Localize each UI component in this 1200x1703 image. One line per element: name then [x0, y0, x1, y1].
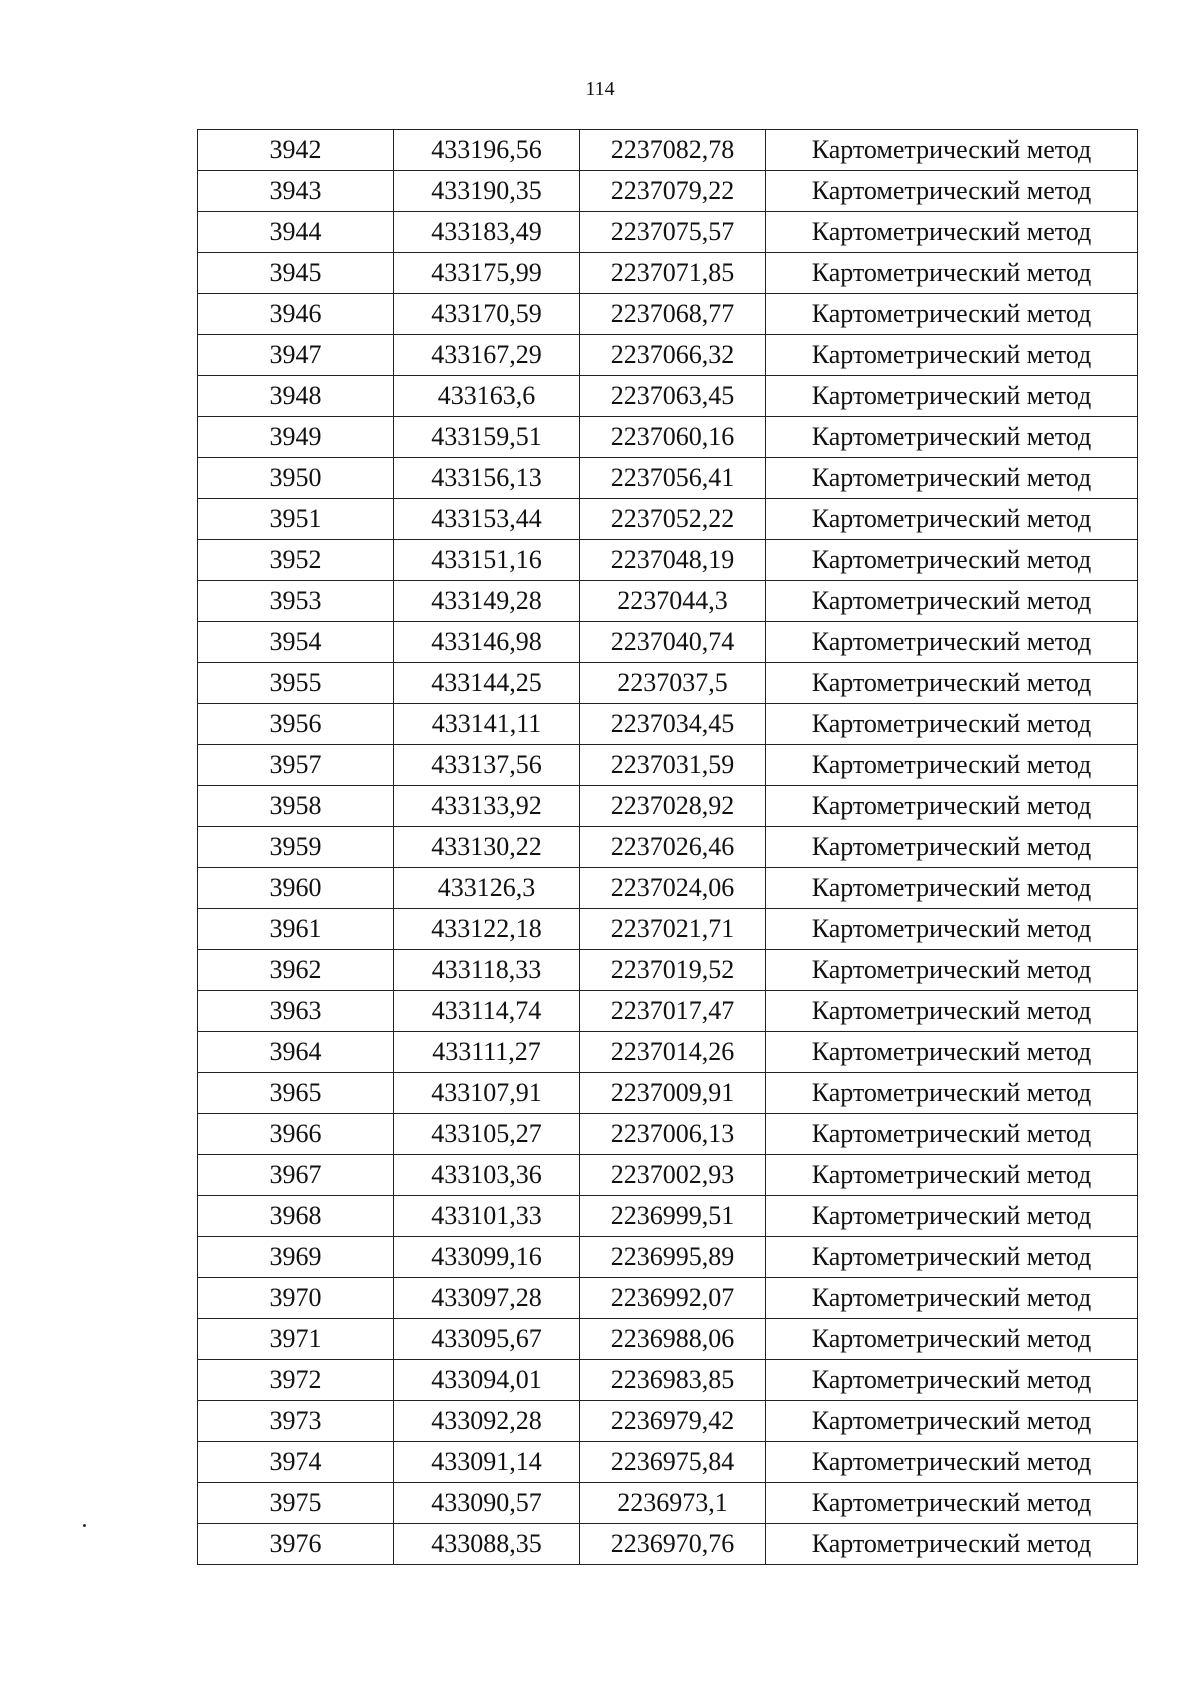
x-coordinate-cell: 433088,35: [394, 1524, 580, 1565]
method-cell: Картометрический метод: [766, 294, 1138, 335]
x-coordinate-cell: 433095,67: [394, 1319, 580, 1360]
method-cell: Картометрический метод: [766, 1401, 1138, 1442]
y-coordinate-cell: 2237021,71: [580, 909, 766, 950]
y-coordinate-cell: 2237009,91: [580, 1073, 766, 1114]
y-coordinate-cell: 2237028,92: [580, 786, 766, 827]
point-number-cell: 3946: [198, 294, 394, 335]
point-number-cell: 3947: [198, 335, 394, 376]
y-coordinate-cell: 2237063,45: [580, 376, 766, 417]
x-coordinate-cell: 433163,6: [394, 376, 580, 417]
point-number-cell: 3969: [198, 1237, 394, 1278]
point-number-cell: 3971: [198, 1319, 394, 1360]
y-coordinate-cell: 2237006,13: [580, 1114, 766, 1155]
method-cell: Картометрический метод: [766, 1442, 1138, 1483]
x-coordinate-cell: 433099,16: [394, 1237, 580, 1278]
x-coordinate-cell: 433105,27: [394, 1114, 580, 1155]
point-number-cell: 3943: [198, 171, 394, 212]
point-number-cell: 3967: [198, 1155, 394, 1196]
table-row: [198, 950, 1138, 991]
y-coordinate-cell: 2237056,41: [580, 458, 766, 499]
table-row: [198, 786, 1138, 827]
y-coordinate-cell: 2237060,16: [580, 417, 766, 458]
table-row: [198, 1360, 1138, 1401]
x-coordinate-cell: 433092,28: [394, 1401, 580, 1442]
table-row: [198, 1073, 1138, 1114]
point-number-cell: 3963: [198, 991, 394, 1032]
x-coordinate-cell: 433175,99: [394, 253, 580, 294]
x-coordinate-cell: 433190,35: [394, 171, 580, 212]
point-number-cell: 3962: [198, 950, 394, 991]
method-cell: Картометрический метод: [766, 1524, 1138, 1565]
method-cell: Картометрический метод: [766, 253, 1138, 294]
point-number-cell: 3948: [198, 376, 394, 417]
x-coordinate-cell: 433153,44: [394, 499, 580, 540]
x-coordinate-cell: 433144,25: [394, 663, 580, 704]
method-cell: Картометрический метод: [766, 1073, 1138, 1114]
table-row: [198, 253, 1138, 294]
table-row: [198, 540, 1138, 581]
x-coordinate-cell: 433090,57: [394, 1483, 580, 1524]
method-cell: Картометрический метод: [766, 991, 1138, 1032]
method-cell: Картометрический метод: [766, 950, 1138, 991]
y-coordinate-cell: 2236973,1: [580, 1483, 766, 1524]
x-coordinate-cell: 433137,56: [394, 745, 580, 786]
x-coordinate-cell: 433111,27: [394, 1032, 580, 1073]
table-row: [198, 1319, 1138, 1360]
x-coordinate-cell: 433151,16: [394, 540, 580, 581]
method-cell: Картометрический метод: [766, 827, 1138, 868]
y-coordinate-cell: 2236975,84: [580, 1442, 766, 1483]
y-coordinate-cell: 2237052,22: [580, 499, 766, 540]
point-number-cell: 3953: [198, 581, 394, 622]
table-row: [198, 868, 1138, 909]
x-coordinate-cell: 433101,33: [394, 1196, 580, 1237]
y-coordinate-cell: 2237079,22: [580, 171, 766, 212]
x-coordinate-cell: 433141,11: [394, 704, 580, 745]
point-number-cell: 3956: [198, 704, 394, 745]
stray-dot: [83, 1524, 86, 1527]
y-coordinate-cell: 2237002,93: [580, 1155, 766, 1196]
y-coordinate-cell: 2237071,85: [580, 253, 766, 294]
table-row: [198, 622, 1138, 663]
y-coordinate-cell: 2236979,42: [580, 1401, 766, 1442]
x-coordinate-cell: 433196,56: [394, 130, 580, 171]
y-coordinate-cell: 2236983,85: [580, 1360, 766, 1401]
method-cell: Картометрический метод: [766, 1114, 1138, 1155]
point-number-cell: 3942: [198, 130, 394, 171]
method-cell: Картометрический метод: [766, 540, 1138, 581]
table-row: [198, 1401, 1138, 1442]
method-cell: Картометрический метод: [766, 909, 1138, 950]
x-coordinate-cell: 433097,28: [394, 1278, 580, 1319]
x-coordinate-cell: 433126,3: [394, 868, 580, 909]
y-coordinate-cell: 2237037,5: [580, 663, 766, 704]
point-number-cell: 3949: [198, 417, 394, 458]
y-coordinate-cell: 2237031,59: [580, 745, 766, 786]
table-row: [198, 294, 1138, 335]
table-row: [198, 212, 1138, 253]
method-cell: Картометрический метод: [766, 1032, 1138, 1073]
point-number-cell: 3952: [198, 540, 394, 581]
method-cell: Картометрический метод: [766, 212, 1138, 253]
table-row: [198, 991, 1138, 1032]
y-coordinate-cell: 2237019,52: [580, 950, 766, 991]
x-coordinate-cell: 433149,28: [394, 581, 580, 622]
y-coordinate-cell: 2237024,06: [580, 868, 766, 909]
method-cell: Картометрический метод: [766, 663, 1138, 704]
table-row: [198, 171, 1138, 212]
method-cell: Картометрический метод: [766, 868, 1138, 909]
method-cell: Картометрический метод: [766, 1155, 1138, 1196]
point-number-cell: 3966: [198, 1114, 394, 1155]
method-cell: Картометрический метод: [766, 335, 1138, 376]
x-coordinate-cell: 433183,49: [394, 212, 580, 253]
method-cell: Картометрический метод: [766, 458, 1138, 499]
table-row: [198, 417, 1138, 458]
table-row: [198, 827, 1138, 868]
method-cell: Картометрический метод: [766, 1319, 1138, 1360]
point-number-cell: 3944: [198, 212, 394, 253]
point-number-cell: 3975: [198, 1483, 394, 1524]
method-cell: Картометрический метод: [766, 622, 1138, 663]
table-row: [198, 499, 1138, 540]
y-coordinate-cell: 2236992,07: [580, 1278, 766, 1319]
method-cell: Картометрический метод: [766, 745, 1138, 786]
y-coordinate-cell: 2236970,76: [580, 1524, 766, 1565]
point-number-cell: 3960: [198, 868, 394, 909]
x-coordinate-cell: 433146,98: [394, 622, 580, 663]
x-coordinate-cell: 433107,91: [394, 1073, 580, 1114]
method-cell: Картометрический метод: [766, 376, 1138, 417]
y-coordinate-cell: 2237040,74: [580, 622, 766, 663]
table-row: [198, 1524, 1138, 1565]
x-coordinate-cell: 433156,13: [394, 458, 580, 499]
method-cell: Картометрический метод: [766, 581, 1138, 622]
method-cell: Картометрический метод: [766, 1483, 1138, 1524]
x-coordinate-cell: 433122,18: [394, 909, 580, 950]
point-number-cell: 3950: [198, 458, 394, 499]
method-cell: Картометрический метод: [766, 1237, 1138, 1278]
coordinates-table: [197, 129, 1138, 1565]
method-cell: Картометрический метод: [766, 171, 1138, 212]
point-number-cell: 3959: [198, 827, 394, 868]
table-row: [198, 704, 1138, 745]
table-row: [198, 1483, 1138, 1524]
y-coordinate-cell: 2237066,32: [580, 335, 766, 376]
point-number-cell: 3972: [198, 1360, 394, 1401]
table-row: [198, 1237, 1138, 1278]
y-coordinate-cell: 2236988,06: [580, 1319, 766, 1360]
table-row: [198, 1155, 1138, 1196]
x-coordinate-cell: 433170,59: [394, 294, 580, 335]
point-number-cell: 3951: [198, 499, 394, 540]
y-coordinate-cell: 2237026,46: [580, 827, 766, 868]
x-coordinate-cell: 433103,36: [394, 1155, 580, 1196]
table-row: [198, 1032, 1138, 1073]
coordinates-table-body: [198, 130, 1138, 1565]
page-number: 114: [585, 78, 615, 100]
point-number-cell: 3961: [198, 909, 394, 950]
x-coordinate-cell: 433094,01: [394, 1360, 580, 1401]
point-number-cell: 3970: [198, 1278, 394, 1319]
table-row: [198, 1114, 1138, 1155]
point-number-cell: 3976: [198, 1524, 394, 1565]
y-coordinate-cell: 2237075,57: [580, 212, 766, 253]
x-coordinate-cell: 433167,29: [394, 335, 580, 376]
table-row: [198, 745, 1138, 786]
x-coordinate-cell: 433114,74: [394, 991, 580, 1032]
y-coordinate-cell: 2236999,51: [580, 1196, 766, 1237]
y-coordinate-cell: 2237017,47: [580, 991, 766, 1032]
x-coordinate-cell: 433118,33: [394, 950, 580, 991]
method-cell: Картометрический метод: [766, 417, 1138, 458]
point-number-cell: 3957: [198, 745, 394, 786]
method-cell: Картометрический метод: [766, 1196, 1138, 1237]
point-number-cell: 3958: [198, 786, 394, 827]
y-coordinate-cell: 2237014,26: [580, 1032, 766, 1073]
y-coordinate-cell: 2237034,45: [580, 704, 766, 745]
table-row: [198, 909, 1138, 950]
table-row: [198, 663, 1138, 704]
x-coordinate-cell: 433091,14: [394, 1442, 580, 1483]
x-coordinate-cell: 433130,22: [394, 827, 580, 868]
method-cell: Картометрический метод: [766, 130, 1138, 171]
x-coordinate-cell: 433133,92: [394, 786, 580, 827]
point-number-cell: 3965: [198, 1073, 394, 1114]
method-cell: Картометрический метод: [766, 786, 1138, 827]
y-coordinate-cell: 2237082,78: [580, 130, 766, 171]
point-number-cell: 3954: [198, 622, 394, 663]
table-row: [198, 130, 1138, 171]
table-row: [198, 376, 1138, 417]
point-number-cell: 3964: [198, 1032, 394, 1073]
y-coordinate-cell: 2237068,77: [580, 294, 766, 335]
table-row: [198, 1278, 1138, 1319]
table-row: [198, 335, 1138, 376]
x-coordinate-cell: 433159,51: [394, 417, 580, 458]
point-number-cell: 3968: [198, 1196, 394, 1237]
point-number-cell: 3955: [198, 663, 394, 704]
method-cell: Картометрический метод: [766, 499, 1138, 540]
method-cell: Картометрический метод: [766, 1360, 1138, 1401]
table-row: [198, 581, 1138, 622]
table-row: [198, 458, 1138, 499]
table-row: [198, 1442, 1138, 1483]
method-cell: Картометрический метод: [766, 1278, 1138, 1319]
point-number-cell: 3974: [198, 1442, 394, 1483]
method-cell: Картометрический метод: [766, 704, 1138, 745]
table-row: [198, 1196, 1138, 1237]
y-coordinate-cell: 2237044,3: [580, 581, 766, 622]
point-number-cell: 3945: [198, 253, 394, 294]
y-coordinate-cell: 2237048,19: [580, 540, 766, 581]
point-number-cell: 3973: [198, 1401, 394, 1442]
y-coordinate-cell: 2236995,89: [580, 1237, 766, 1278]
